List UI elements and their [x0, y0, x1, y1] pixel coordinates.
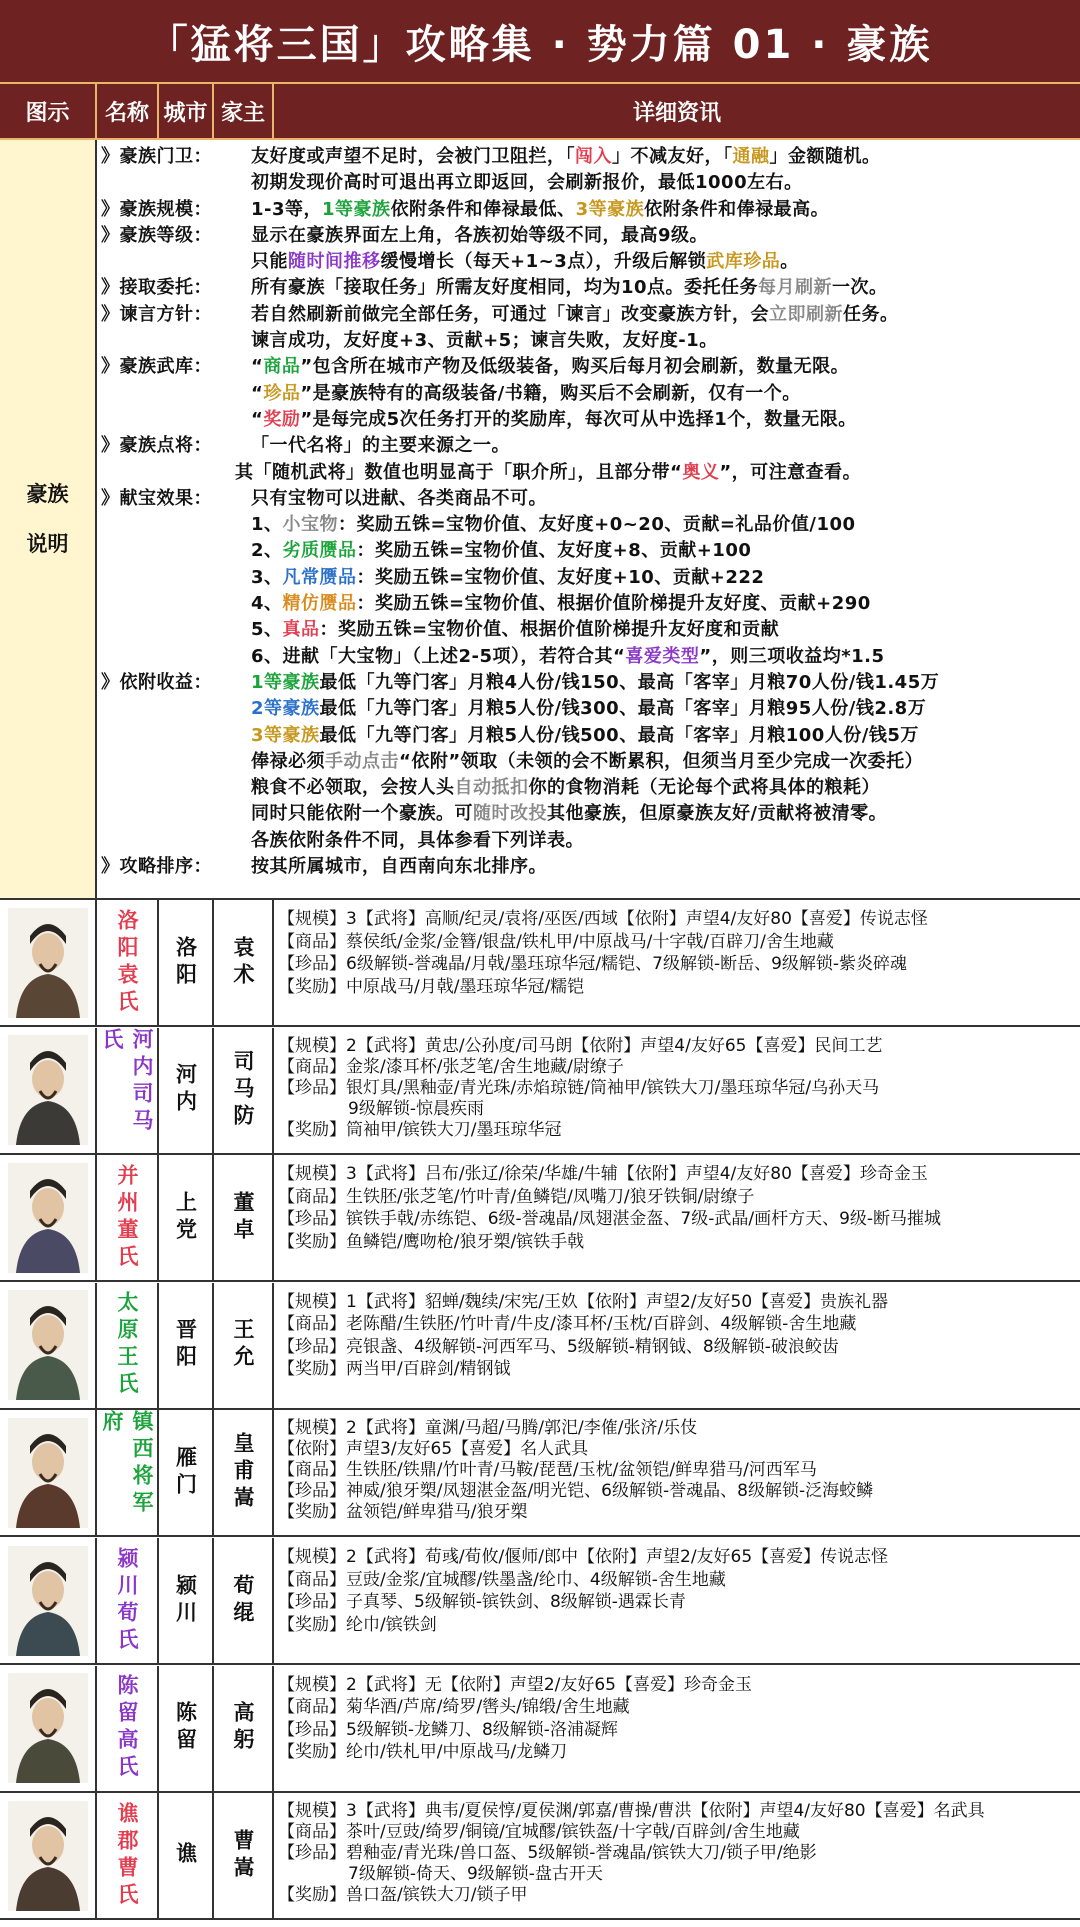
intro-highlight: 随时改投: [473, 803, 547, 825]
intro-text: 依附条件和俸禄最高。: [644, 198, 830, 220]
clan-detail-line: [278, 976, 1078, 999]
intro-line: [97, 644, 1080, 670]
intro-text: 5、: [251, 619, 283, 641]
intro-text: 3、: [251, 566, 283, 588]
portrait-image: [8, 1035, 88, 1145]
clan-lord-cell: [214, 1538, 274, 1663]
intro-item-label: 》豪族等级：: [101, 224, 212, 246]
clan-row: [0, 1028, 1080, 1155]
intro-section: [0, 140, 1080, 900]
clan-detail-text: 【奖励】两当甲/百辟剑/精钢钺: [278, 1359, 511, 1380]
clan-detail-text: 【奖励】兽口盔/镔铁大刀/锁子甲: [278, 1885, 528, 1906]
intro-line: [97, 197, 1080, 223]
clan-detail-line: [278, 1481, 1078, 1502]
clan-detail-line: [278, 1801, 1078, 1822]
intro-text: 你的食物消耗（无论每个武将具体的粮耗）: [528, 777, 880, 799]
clan-detail: [278, 1036, 1078, 1141]
clan-detail-text: 【珍品】镔铁手戟/赤练铠、6级-誉魂晶/凤翅湛金盔、7级-武晶/画杆方天、9级-断马摧城: [278, 1209, 942, 1230]
intro-text: 缓慢增长（每天+1~3点），升级后解锁: [380, 251, 707, 273]
clan-name-cell: [97, 1028, 159, 1153]
intro-highlight: 闯入: [575, 146, 612, 167]
clan-detail-text: 【规模】2【武将】童渊/马超/马腾/郭汜/李傕/张济/乐伎: [278, 1418, 698, 1439]
intro-text: 」不减友好，「: [612, 146, 733, 167]
intro-line: [97, 670, 1080, 696]
intro-line: [97, 696, 1080, 722]
intro-highlight: 珍品: [263, 382, 301, 404]
intro-highlight: 商品: [263, 356, 301, 378]
clan-name-cell: [97, 1666, 159, 1791]
intro-highlight: 1等豪族: [322, 198, 391, 220]
intro-highlight: 小宝物: [282, 514, 339, 536]
clan-detail-line: [278, 1614, 1078, 1637]
intro-line: [97, 617, 1080, 643]
clan-detail-text: 【奖励】盆领铠/鲜卑猎马/狼牙槊: [278, 1502, 528, 1523]
intro-line: [97, 801, 1080, 827]
intro-text: “: [251, 408, 264, 430]
clan-detail-line: [278, 1291, 1078, 1314]
clan-row: [0, 1793, 1080, 1920]
intro-highlight: 3等豪族: [575, 198, 645, 220]
intro-line: [97, 381, 1080, 407]
intro-label-line-2: 说明: [26, 532, 69, 556]
clan-detail-text: 【珍品】银灯具/黑釉壶/青光珠/赤焰琼链/筒袖甲/镔铁大刀/墨珏琼华冠/乌孙天马: [278, 1077, 880, 1098]
clan-detail-line: [278, 1208, 1078, 1231]
clan-detail-text: 【规模】2【武将】荀彧/荀攸/偃师/郎中【依附】声望2/友好65【喜爱】传说志怪: [278, 1547, 889, 1567]
intro-text: 其他豪族，但原豪族友好/贡献将被清零。: [547, 803, 888, 825]
intro-highlight: 喜爱类型: [625, 645, 700, 667]
intro-text: ：奖励五铢=宝物价值、根据价值阶梯提升友好度、贡献+290: [356, 593, 871, 615]
clan-detail-line: [278, 1231, 1078, 1254]
intro-text: 初期发现价高时可退出再立即返回，会刷新报价，最低1000左右。: [251, 172, 803, 194]
clan-name-cell: [97, 1410, 159, 1535]
clan-detail-line: [278, 1439, 1078, 1460]
clan-detail-line: [278, 1864, 1078, 1885]
portrait-image: [8, 1801, 88, 1911]
clan-lord: 曹嵩: [231, 1828, 255, 1883]
clan-lord: 司马防: [231, 1049, 255, 1131]
intro-item-label: 》豪族门卫：: [101, 146, 212, 167]
intro-highlight: 精仿赝品: [282, 593, 357, 615]
clan-detail-line: [278, 1674, 1078, 1697]
clan-city-cell: [159, 1538, 214, 1663]
clan-detail-line: [278, 1099, 1078, 1120]
clan-detail-line: [278, 1418, 1078, 1439]
portrait-image: [8, 1673, 88, 1783]
clan-detail-text: 【珍品】亮银盏、4级解锁-河西军马、5级解锁-精钢钺、8级解锁-破浪鲛齿: [278, 1336, 839, 1357]
intro-text: 进献「大宝物」（上述2-5项），若符合其“: [282, 645, 626, 667]
intro-item-label: 》依附收益：: [101, 671, 212, 693]
clan-detail-text: 9级解锁-惊晨疾雨: [348, 1098, 484, 1119]
clan-detail-text: 【规模】2【武将】黄忠/公孙度/司马朗【依附】声望4/友好65【喜爱】民间工艺: [278, 1035, 883, 1056]
intro-item-label: 》攻略排序：: [101, 856, 212, 878]
clan-detail-line: [278, 908, 1078, 931]
clan-city: 雁门: [173, 1445, 198, 1500]
intro-highlight: 3等豪族: [251, 724, 320, 746]
intro-line: [97, 538, 1080, 564]
clan-detail-text: 【商品】生铁胚/张芝笔/竹叶青/鱼鳞铠/凤嘴刀/狼牙铁铜/尉缭子: [278, 1186, 755, 1207]
clan-detail-text: 【商品】金浆/漆耳杯/张芝笔/舍生地藏/尉缭子: [278, 1056, 624, 1077]
intro-item-label: 》献宝效果：: [101, 487, 212, 509]
clan-detail-line: [278, 1057, 1078, 1078]
clan-lord-portrait: [0, 1538, 97, 1663]
clan-lord-cell: [214, 1283, 274, 1408]
clan-name-cell: [97, 1155, 159, 1280]
table-header: [0, 82, 1080, 140]
intro-text: 1-3等，: [251, 198, 323, 220]
intro-text: 俸禄必须: [251, 750, 325, 772]
clan-row: [0, 1538, 1080, 1665]
clan-lord-cell: [214, 1028, 274, 1153]
clan-detail-text: 【规模】3【武将】吕布/张辽/徐荣/华雄/牛辅【依附】声望4/友好80【喜爱】珍奇金玉: [278, 1164, 928, 1185]
header-icon-col: 图示: [0, 84, 97, 138]
clan-detail-line: [278, 1163, 1078, 1186]
intro-line: [97, 249, 1080, 275]
intro-highlight: 每月刷新: [758, 277, 833, 299]
clan-lord-cell: [214, 1410, 274, 1535]
clan-lord-portrait: [0, 1410, 97, 1535]
clan-name-cell: [97, 1283, 159, 1408]
portrait-image: [8, 1546, 88, 1656]
clan-lord: 袁术: [231, 935, 255, 990]
clan-detail-text: 【奖励】纶巾/铁札甲/中原战马/龙鳞刀: [278, 1742, 568, 1763]
portrait-image: [8, 1418, 88, 1528]
intro-line: [97, 775, 1080, 801]
clan-detail-line: [278, 1186, 1078, 1209]
intro-text: 。: [780, 251, 799, 273]
intro-text: 4、: [251, 593, 283, 615]
intro-text: 6、: [251, 645, 283, 667]
intro-line: [97, 275, 1080, 301]
intro-item-label: 》豪族点将：: [101, 435, 212, 457]
intro-text: 友好度或声望不足时，会被门卫阻拦，「: [251, 146, 575, 167]
intro-text: ”包含所在城市产物及低级装备，购买后每月初会刷新，数量无限。: [300, 356, 850, 378]
intro-text: ”，可注意查看。: [719, 461, 862, 483]
clan-city-cell: [159, 1155, 214, 1280]
clan-detail-line: [278, 1591, 1078, 1614]
intro-line: [97, 565, 1080, 591]
intro-highlight: 劣质赝品: [282, 540, 357, 562]
clan-name: 颍川荀氏: [115, 1546, 139, 1655]
clan-detail-text: 【商品】茶叶/豆豉/绮罗/铜镜/宜城醪/镔铁盔/十字戟/百辟剑/舍生地藏: [278, 1822, 800, 1843]
clan-detail-text: 【商品】老陈醋/生铁胚/竹叶青/牛皮/漆耳杯/玉枕/百辟剑、4级解锁-舍生地藏: [278, 1314, 857, 1335]
intro-text: ：奖励五铢=宝物价值、根据价值阶梯提升友好度和贡献: [319, 619, 780, 641]
intro-text: 1、: [251, 514, 283, 536]
intro-line: [97, 749, 1080, 775]
intro-text: 」金额随机。: [769, 146, 881, 167]
clan-row: [0, 900, 1080, 1027]
intro-line: [97, 433, 1080, 459]
intro-text: 各族依附条件不同，具体参看下列详表。: [251, 829, 584, 851]
clan-detail: [278, 1546, 1078, 1636]
intro-line: [97, 354, 1080, 380]
header-name-col: 名称: [97, 84, 159, 138]
intro-text: 只能: [251, 251, 288, 273]
clan-city-cell: [159, 1410, 214, 1535]
clan-detail-line: [278, 1460, 1078, 1481]
clan-detail: [278, 1418, 1078, 1523]
clan-lord-portrait: [0, 1155, 97, 1280]
clan-city: 洛阳: [173, 935, 198, 990]
clan-detail-line: [278, 1822, 1078, 1843]
clan-detail: [278, 1801, 1078, 1906]
clan-lord: 王允: [231, 1318, 255, 1373]
clan-detail-text: 【商品】豆豉/金浆/宜城醪/铁墨盏/纶巾、4级解锁-舍生地藏: [278, 1569, 726, 1590]
intro-highlight: 立即刷新: [769, 303, 843, 325]
clan-detail-line: [278, 1336, 1078, 1359]
intro-text: 最低「九等门客」月粮4人份/钱150、最高「客宰」月粮70人份/钱1.45万: [319, 671, 940, 693]
clan-city-cell: [159, 900, 214, 1025]
clan-detail-text: 【奖励】筒袖甲/镔铁大刀/墨珏琼华冠: [278, 1119, 562, 1140]
clan-name-cell: [97, 1793, 159, 1918]
intro-text: “: [251, 382, 264, 404]
clan-row: [0, 1283, 1080, 1410]
intro-text: 显示在豪族界面左上角，各族初始等级不同，最高9级。: [251, 224, 709, 246]
intro-text: 谏言成功，友好度+3、贡献+5；谏言失败，友好度-1。: [251, 330, 718, 352]
intro-text: 所有豪族「接取任务」所需友好度相同，均为10点。委托任务: [251, 277, 759, 299]
intro-item-label: 》接取委托：: [101, 277, 212, 299]
intro-line: [97, 328, 1080, 354]
clan-detail: [278, 1291, 1078, 1381]
page-title: 「猛将三国」攻略集 · 势力篇 01 · 豪族: [0, 0, 1080, 82]
clan-lord-portrait: [0, 1283, 97, 1408]
intro-text: ：奖励五铢=宝物价值、友好度+8、贡献+100: [356, 540, 752, 562]
clan-detail: [278, 1674, 1078, 1764]
clan-detail-text: 【奖励】纶巾/镔铁剑: [278, 1614, 437, 1635]
intro-highlight: 自动抵扣: [454, 777, 529, 799]
intro-text: 只有宝物可以进献、各类商品不可。: [251, 487, 547, 509]
clan-detail-text: 【奖励】鱼鳞铠/鹰吻枪/狼牙槊/镔铁手戟: [278, 1231, 585, 1252]
clan-name: 谯郡曹氏: [115, 1801, 139, 1910]
intro-text: 粮食不必领取，会按人头: [251, 777, 455, 799]
intro-text: 「一代名将」的主要来源之一。: [251, 435, 510, 457]
intro-line: [97, 144, 1080, 170]
clan-name: 太原王氏: [115, 1291, 139, 1400]
clan-detail-text: 【珍品】6级解锁-誉魂晶/月戟/墨珏琼华冠/糯铠、7级解锁-断岳、9级解锁-紫炎碎魂: [278, 954, 908, 974]
clan-detail-text: 7级解锁-倚天、9级解锁-盘古开天: [348, 1864, 603, 1885]
clan-detail-line: [278, 1036, 1078, 1057]
clan-detail-text: 【商品】蔡侯纸/金浆/金簪/银盘/铁札甲/中原战马/十字戟/百辟刀/舍生地藏: [278, 931, 834, 952]
clan-lord-portrait: [0, 1028, 97, 1153]
intro-text: ”是每完成5次任务打开的奖励库，每次可从中选择1个，数量无限。: [300, 408, 857, 430]
intro-text: ：奖励五铢=宝物价值、友好度+0~20、贡献=礼品价值/100: [338, 514, 856, 536]
intro-text: 一次。: [832, 277, 888, 299]
intro-text: 按其所属城市，自西南向东北排序。: [251, 856, 547, 878]
clan-detail-line: [278, 1741, 1078, 1764]
intro-text: 最低「九等门客」月粮5人份/钱500、最高「客宰」月粮100人份/钱5万: [319, 724, 919, 746]
intro-highlight: 2等豪族: [251, 698, 320, 720]
clan-name: 并州董氏: [115, 1163, 139, 1272]
intro-highlight: 随时间推移: [288, 251, 381, 273]
intro-item-label: 》豪族规模：: [101, 198, 212, 220]
clan-city: 陈留: [173, 1701, 198, 1756]
clan-lord: 董卓: [231, 1190, 255, 1245]
clan-lord-portrait: [0, 1793, 97, 1918]
clan-lord-portrait: [0, 900, 97, 1025]
clan-detail-text: 【依附】声望3/友好65【喜爱】名人武具: [278, 1439, 589, 1460]
clan-detail-text: 【珍品】5级解锁-龙鳞刀、8级解锁-洛浦凝辉: [278, 1719, 618, 1740]
clan-lord: 皇甫嵩: [231, 1432, 255, 1514]
intro-text: 2、: [251, 540, 283, 562]
intro-text: ”是豪族特有的高级装备/书籍，购买后不会刷新，仅有一个。: [300, 382, 801, 404]
intro-text: 若自然刷新前做完全部任务，可通过「谏言」改变豪族方针，会: [251, 303, 769, 325]
header-lord-col: 家主: [214, 84, 274, 138]
clan-detail: [278, 908, 1078, 998]
clan-detail-text: 【规模】3【武将】典韦/夏侯惇/夏侯渊/郭嘉/曹操/曹洪【依附】声望4/友好80【喜爱】名武具: [278, 1801, 985, 1822]
clan-detail-text: 【规模】1【武将】貂蝉/魏续/宋宪/王奺【依附】声望2/友好50【喜爱】贵族礼器: [278, 1291, 889, 1312]
intro-highlight: 武库珍品: [706, 251, 781, 273]
portrait-image: [8, 908, 88, 1018]
intro-line: [97, 460, 1080, 486]
intro-highlight: 1等豪族: [251, 671, 320, 693]
intro-line: [97, 591, 1080, 617]
header-detail-col: 详细资讯: [632, 100, 721, 126]
clan-detail-line: [278, 931, 1078, 954]
clan-city: 颍川: [173, 1573, 198, 1628]
intro-highlight: 凡常赝品: [282, 566, 357, 588]
clan-city-cell: [159, 1666, 214, 1791]
intro-text: “依附”领取（未领的会不断累积，但须当月至少完成一次委托）: [399, 750, 924, 772]
intro-text: ”，则三项收益均*1.5: [699, 645, 885, 667]
clan-detail-text: 【珍品】碧釉壶/青光珠/兽口盔、5级解锁-誉魂晶/镔铁大刀/锁子甲/绝影: [278, 1843, 817, 1864]
intro-label-line-1: 豪族: [26, 482, 69, 506]
intro-text: ：奖励五铢=宝物价值、友好度+10、贡献+222: [356, 566, 765, 588]
clan-lord-cell: [214, 1793, 274, 1918]
clan-detail-text: 【珍品】神威/狼牙槊/凤翅湛金盔/明光铠、6级解锁-誉魂晶、8级解锁-泛海蛟鳞: [278, 1481, 874, 1502]
intro-highlight: 真品: [282, 619, 320, 641]
intro-highlight: 奥义: [682, 461, 720, 483]
clan-detail-line: [278, 1885, 1078, 1906]
intro-item-label: 》谏言方针：: [101, 303, 212, 325]
clan-name: 镇西将军府: [100, 1410, 154, 1519]
clan-city: 上党: [173, 1190, 198, 1245]
intro-text: “: [251, 356, 264, 378]
clan-name: 陈留高氏: [115, 1674, 139, 1783]
portrait-image: [8, 1290, 88, 1400]
clan-detail-line: [278, 1569, 1078, 1592]
clan-city: 谯: [173, 1842, 198, 1870]
clan-detail-line: [278, 1502, 1078, 1523]
intro-text: 任务。: [843, 303, 899, 325]
intro-highlight: 手动点击: [325, 750, 399, 772]
clan-lord-cell: [214, 1155, 274, 1280]
clan-row: [0, 1155, 1080, 1282]
clan-lord-portrait: [0, 1666, 97, 1791]
intro-line: [97, 170, 1080, 196]
clan-detail-text: 【奖励】中原战马/月戟/墨珏琼华冠/糯铠: [278, 976, 585, 997]
clan-detail-line: [278, 1120, 1078, 1141]
intro-line: [97, 223, 1080, 249]
clan-row: [0, 1666, 1080, 1793]
intro-item-label: 》豪族武库：: [101, 356, 212, 378]
intro-line: [97, 407, 1080, 433]
clan-name-cell: [97, 1538, 159, 1663]
clan-lord-cell: [214, 900, 274, 1025]
intro-line: [97, 854, 1080, 880]
clan-detail-line: [278, 953, 1078, 976]
header-city-col: 城市: [159, 84, 214, 138]
clan-lord: 荀绲: [231, 1573, 255, 1628]
clan-lord-cell: [214, 1666, 274, 1791]
clan-city: 河内: [173, 1063, 198, 1118]
intro-highlight: 通融: [732, 146, 770, 167]
clan-name-cell: [97, 900, 159, 1025]
clan-city-cell: [159, 1283, 214, 1408]
clan-detail-text: 【珍品】子真琴、5级解锁-镔铁剑、8级解锁-遇霖长青: [278, 1592, 686, 1612]
clan-city: 晋阳: [173, 1318, 198, 1373]
clan-detail-line: [278, 1719, 1078, 1742]
intro-label: [0, 140, 97, 898]
intro-line: [97, 486, 1080, 512]
clan-row: [0, 1410, 1080, 1537]
clan-detail: [278, 1163, 1078, 1253]
clan-detail-line: [278, 1696, 1078, 1719]
clan-detail-line: [278, 1358, 1078, 1381]
intro-line: [97, 828, 1080, 854]
clan-detail-text: 【商品】生铁胚/铁鼎/竹叶青/马鞍/琵琶/玉枕/盆领铠/鲜卑猎马/河西军马: [278, 1460, 817, 1481]
clan-detail-line: [278, 1546, 1078, 1569]
intro-text: 最低「九等门客」月粮5人份/钱300、最高「客宰」月粮95人份/钱2.8万: [319, 698, 927, 720]
clan-lord: 高躬: [231, 1701, 255, 1756]
clan-detail-line: [278, 1843, 1078, 1864]
intro-line: [97, 512, 1080, 538]
clan-city-cell: [159, 1793, 214, 1918]
clan-detail-text: 【规模】2【武将】无【依附】声望2/友好65【喜爱】珍奇金玉: [278, 1674, 752, 1695]
intro-line: [97, 302, 1080, 328]
clan-detail-line: [278, 1078, 1078, 1099]
clan-name: 洛阳袁氏: [115, 908, 139, 1017]
intro-highlight: 奖励: [263, 408, 301, 430]
intro-line: [97, 723, 1080, 749]
intro-text: 同时只能依附一个豪族。可: [251, 803, 473, 825]
clan-city-cell: [159, 1028, 214, 1153]
clan-detail-line: [278, 1313, 1078, 1336]
clan-detail-text: 【商品】菊华酒/芦席/绮罗/辔头/锦缎/舍生地藏: [278, 1697, 630, 1718]
clan-name: 河内司马氏: [100, 1027, 154, 1136]
portrait-image: [8, 1163, 88, 1273]
intro-text: 依附条件和俸禄最低、: [390, 198, 576, 220]
intro-body: [97, 144, 1080, 880]
intro-text: 其「随机武将」数值也明显高于「职介所」，且部分带“: [235, 461, 683, 483]
clan-detail-text: 【规模】3【武将】高顺/纪灵/袁将/巫医/西域【依附】声望4/友好80【喜爱】传说志怪: [278, 909, 928, 929]
